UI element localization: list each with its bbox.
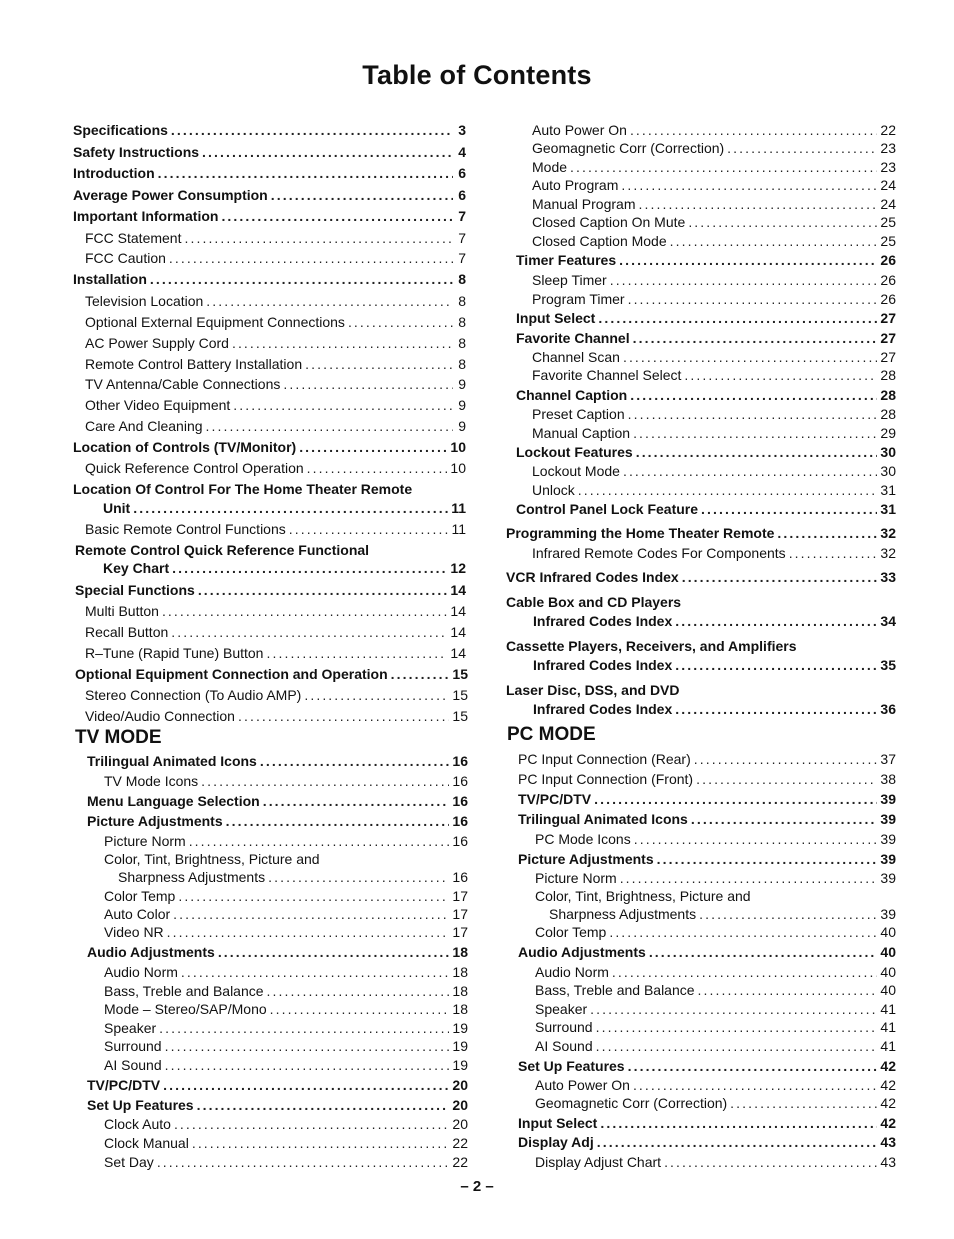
- toc-entry[interactable]: Color Temp ..... 40: [535, 923, 896, 941]
- toc-entry[interactable]: Multi Button ..... 14: [85, 602, 466, 620]
- toc-entry[interactable]: Location of Controls (TV/Monitor) ..... 10: [73, 438, 466, 456]
- toc-entry[interactable]: VCR Infrared Codes Index ..... 33: [506, 568, 896, 586]
- toc-entry[interactable]: Sharpness Adjustments ..... 39: [549, 905, 896, 923]
- toc-entry[interactable]: Recall Button ..... 14: [85, 623, 466, 641]
- toc-entry[interactable]: Auto Power On ..... 22: [532, 121, 896, 139]
- toc-entry-heading: Color, Tint, Brightness, Picture and: [535, 888, 751, 904]
- toc-entry[interactable]: TV/PC/DTV ..... 20: [87, 1076, 468, 1094]
- toc-entry[interactable]: Mode ..... 23: [532, 158, 896, 176]
- toc-entry-heading: Laser Disc, DSS, and DVD: [506, 682, 680, 698]
- toc-entry[interactable]: Specifications ..... 3: [73, 121, 466, 139]
- toc-entry[interactable]: PC Mode Icons ..... 39: [535, 830, 896, 848]
- page-number: – 2 –: [460, 1178, 494, 1195]
- toc-entry[interactable]: Important Information ..... 7: [73, 207, 466, 225]
- toc-entry[interactable]: Favorite Channel Select ..... 28: [532, 366, 896, 384]
- toc-entry[interactable]: Picture Norm ..... 16: [104, 832, 468, 850]
- toc-entry[interactable]: Unit ..... 11: [103, 499, 466, 517]
- toc-entry[interactable]: Picture Adjustments ..... 39: [518, 850, 896, 868]
- toc-entry[interactable]: Lockout Features ..... 30: [516, 443, 896, 461]
- toc-entry[interactable]: Video/Audio Connection ..... 15: [85, 707, 468, 725]
- toc-entry[interactable]: Program Timer ..... 26: [532, 290, 896, 308]
- toc-entry[interactable]: Infrared Codes Index ..... 34: [533, 612, 896, 630]
- toc-entry[interactable]: FCC Statement ..... 7: [85, 229, 466, 247]
- toc-entry[interactable]: Infrared Codes Index ..... 35: [533, 656, 896, 674]
- toc-entry[interactable]: Picture Adjustments ..... 16: [87, 812, 468, 830]
- toc-entry[interactable]: PC Input Connection (Rear) ..... 37: [518, 750, 896, 768]
- toc-entry[interactable]: Trilingual Animated Icons ..... 16: [87, 752, 468, 770]
- toc-entry[interactable]: AI Sound ..... 19: [104, 1056, 468, 1074]
- toc-entry[interactable]: Manual Program ..... 24: [532, 195, 896, 213]
- toc-entry[interactable]: Surround ..... 41: [535, 1018, 896, 1036]
- toc-entry[interactable]: Introduction ..... 6: [73, 164, 466, 182]
- toc-entry[interactable]: Installation ..... 8: [73, 270, 466, 288]
- toc-entry[interactable]: Care And Cleaning ..... 9: [85, 417, 466, 435]
- toc-entry[interactable]: AI Sound ..... 41: [535, 1037, 896, 1055]
- toc-entry[interactable]: Set Up Features ..... 20: [87, 1096, 468, 1114]
- toc-entry[interactable]: Special Functions ..... 14: [75, 581, 466, 599]
- toc-entry[interactable]: Surround ..... 19: [104, 1037, 468, 1055]
- toc-entry[interactable]: Audio Adjustments ..... 40: [518, 943, 896, 961]
- toc-entry[interactable]: Geomagnetic Corr (Correction) ..... 42: [535, 1094, 896, 1112]
- toc-entry[interactable]: Input Select ..... 42: [518, 1114, 896, 1132]
- toc-entry[interactable]: Clock Manual ..... 22: [104, 1134, 468, 1152]
- toc-entry[interactable]: Sleep Timer ..... 26: [532, 271, 896, 289]
- toc-entry-heading: Location Of Control For The Home Theater Remote: [73, 481, 413, 497]
- toc-entry[interactable]: Auto Program ..... 24: [532, 176, 896, 194]
- toc-entry[interactable]: AC Power Supply Cord ..... 8: [85, 334, 466, 352]
- toc-entry[interactable]: Speaker ..... 41: [535, 1000, 896, 1018]
- section-heading-tv-mode: TV MODE: [75, 727, 162, 748]
- toc-entry[interactable]: Set Up Features ..... 42: [518, 1057, 896, 1075]
- toc-entry[interactable]: Infrared Remote Codes For Components ..... 32: [532, 544, 896, 562]
- toc-entry[interactable]: Clock Auto ..... 20: [104, 1115, 468, 1133]
- toc-entry[interactable]: Timer Features ..... 26: [516, 251, 896, 269]
- toc-entry[interactable]: FCC Caution ..... 7: [85, 249, 466, 267]
- toc-entry[interactable]: Closed Caption Mode ..... 25: [532, 232, 896, 250]
- toc-entry[interactable]: Channel Caption ..... 28: [516, 386, 896, 404]
- toc-entry[interactable]: Bass, Treble and Balance ..... 40: [535, 981, 896, 999]
- toc-entry[interactable]: Audio Norm ..... 40: [535, 963, 896, 981]
- toc-entry[interactable]: Television Location ..... 8: [85, 292, 466, 310]
- toc-entry[interactable]: Trilingual Animated Icons ..... 39: [518, 810, 896, 828]
- toc-entry[interactable]: Sharpness Adjustments ..... 16: [118, 868, 468, 886]
- toc-entry[interactable]: Audio Norm ..... 18: [104, 963, 468, 981]
- toc-entry[interactable]: Safety Instructions ..... 4: [73, 143, 466, 161]
- toc-entry[interactable]: Stereo Connection (To Audio AMP) ..... 15: [85, 686, 468, 704]
- toc-entry-heading: Cable Box and CD Players: [506, 594, 682, 610]
- toc-entry[interactable]: Programming the Home Theater Remote ..... 32: [506, 524, 896, 542]
- toc-entry[interactable]: Auto Color ..... 17: [104, 905, 468, 923]
- toc-entry-heading: Remote Control Quick Reference Functional: [75, 542, 370, 558]
- toc-entry[interactable]: Geomagnetic Corr (Correction) ..... 23: [532, 139, 896, 157]
- toc-entry[interactable]: Bass, Treble and Balance ..... 18: [104, 982, 468, 1000]
- toc-entry[interactable]: Manual Caption ..... 29: [532, 424, 896, 442]
- toc-entry[interactable]: Speaker ..... 19: [104, 1019, 468, 1037]
- toc-entry[interactable]: Auto Power On ..... 42: [535, 1076, 896, 1094]
- toc-entry[interactable]: Favorite Channel ..... 27: [516, 329, 896, 347]
- toc-entry[interactable]: Color Temp ..... 17: [104, 887, 468, 905]
- toc-entry[interactable]: TV/PC/DTV ..... 39: [518, 790, 896, 808]
- toc-entry[interactable]: TV Antenna/Cable Connections ..... 9: [85, 375, 466, 393]
- toc-entry[interactable]: Optional Equipment Connection and Operation ..... 15: [75, 665, 468, 683]
- toc-entry[interactable]: Lockout Mode ..... 30: [532, 462, 896, 480]
- toc-entry[interactable]: Input Select ..... 27: [516, 309, 896, 327]
- toc-entry[interactable]: Mode – Stereo/SAP/Mono ..... 18: [104, 1000, 468, 1018]
- toc-entry[interactable]: Basic Remote Control Functions ..... 11: [85, 520, 466, 538]
- toc-entry-heading: Color, Tint, Brightness, Picture and: [104, 851, 320, 867]
- toc-entry[interactable]: Closed Caption On Mute ..... 25: [532, 213, 896, 231]
- toc-entry[interactable]: Average Power Consumption ..... 6: [73, 186, 466, 204]
- toc-entry[interactable]: Other Video Equipment ..... 9: [85, 396, 466, 414]
- toc-entry[interactable]: Remote Control Battery Installation ..... 8: [85, 355, 466, 373]
- toc-entry[interactable]: Quick Reference Control Operation ..... 10: [85, 459, 466, 477]
- toc-entry[interactable]: R–Tune (Rapid Tune) Button ..... 14: [85, 644, 466, 662]
- section-heading-pc-mode: PC MODE: [507, 724, 596, 745]
- toc-entry-heading: Cassette Players, Receivers, and Amplifiers: [506, 638, 797, 654]
- toc-entry[interactable]: Optional External Equipment Connections ..... 8: [85, 313, 466, 331]
- toc-entry[interactable]: Video NR ..... 17: [104, 923, 468, 941]
- toc-entry[interactable]: Infrared Codes Index ..... 36: [533, 700, 896, 718]
- toc-entry[interactable]: Display Adjust Chart ..... 43: [535, 1153, 896, 1171]
- toc-entry[interactable]: PC Input Connection (Front) ..... 38: [518, 770, 896, 788]
- toc-entry[interactable]: TV Mode Icons ..... 16: [104, 772, 468, 790]
- toc-entry[interactable]: Menu Language Selection ..... 16: [87, 792, 468, 810]
- toc-entry[interactable]: Display Adj ..... 43: [518, 1133, 896, 1151]
- toc-entry[interactable]: Channel Scan ..... 27: [532, 348, 896, 366]
- toc-entry[interactable]: Preset Caption ..... 28: [532, 405, 896, 423]
- toc-entry[interactable]: Audio Adjustments ..... 18: [87, 943, 468, 961]
- page-title: Table of Contents: [362, 60, 592, 90]
- toc-entry[interactable]: Control Panel Lock Feature ..... 31: [516, 500, 896, 518]
- toc-entry[interactable]: Unlock ..... 31: [532, 481, 896, 499]
- toc-entry[interactable]: Set Day ..... 22: [104, 1153, 468, 1171]
- toc-entry[interactable]: Picture Norm ..... 39: [535, 869, 896, 887]
- toc-entry[interactable]: Key Chart ..... 12: [103, 559, 466, 577]
